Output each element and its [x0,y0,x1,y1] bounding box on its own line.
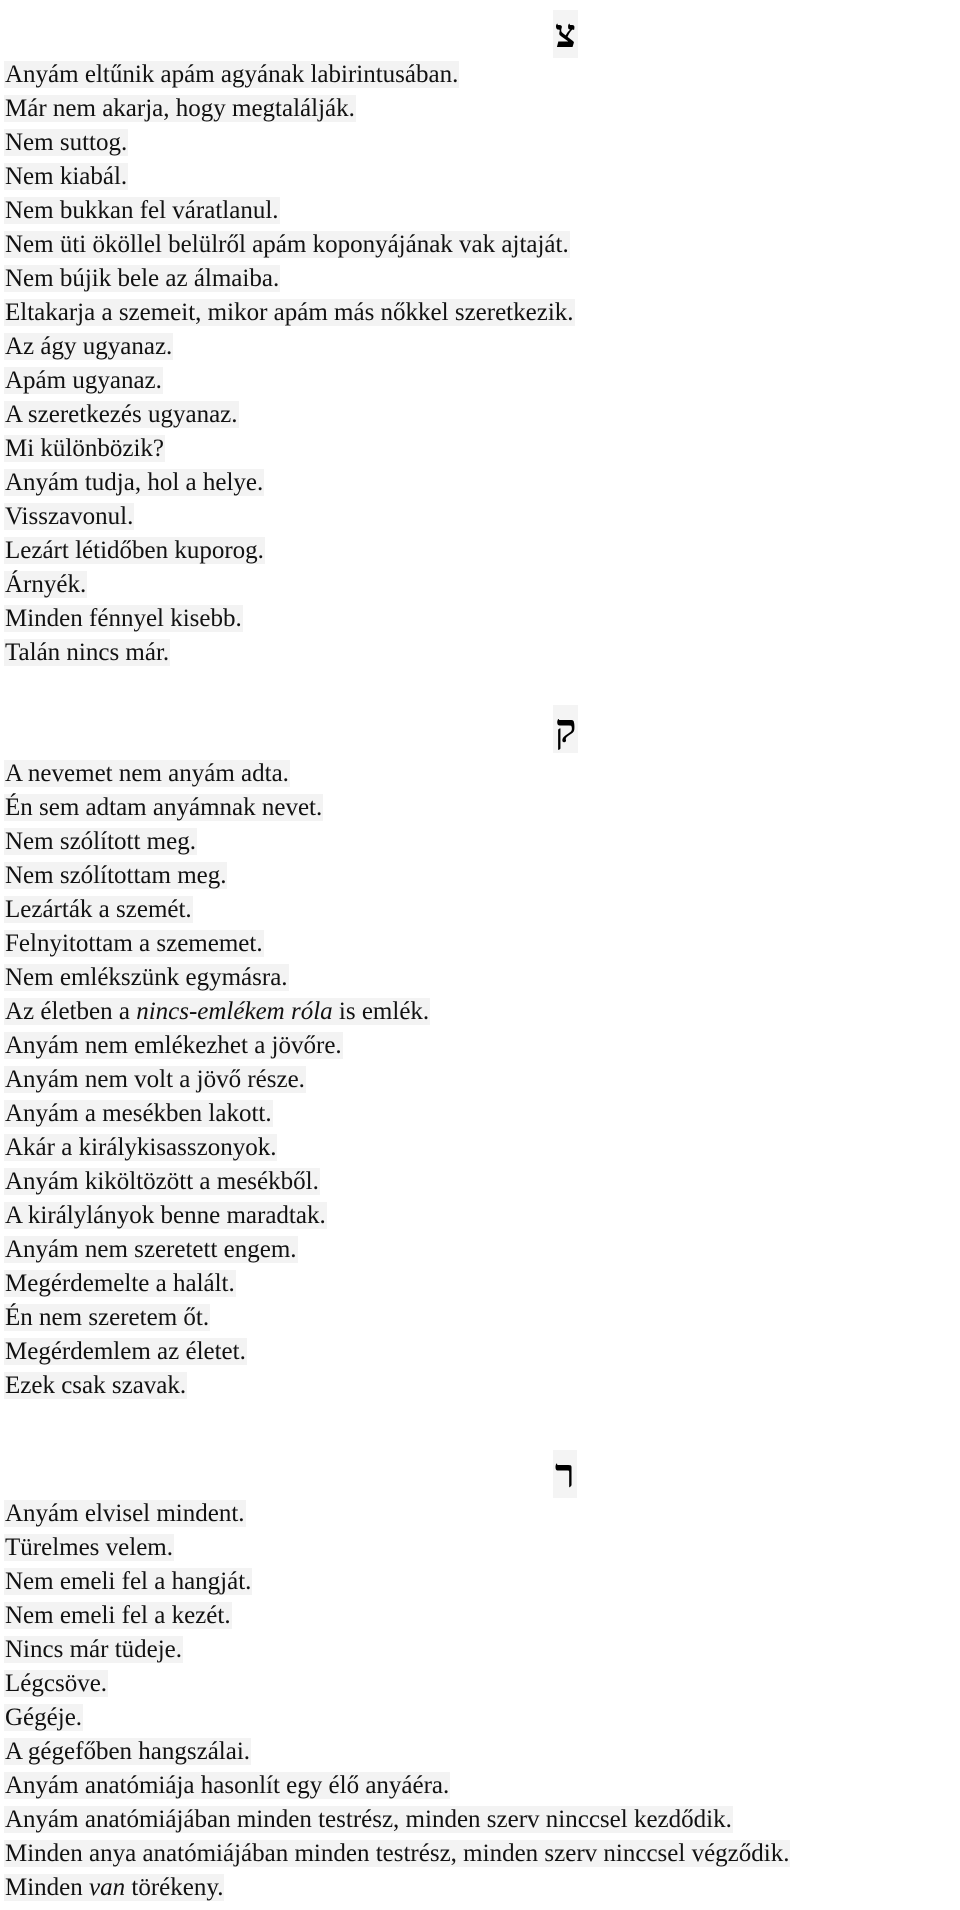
line-pre: Az életben a [5,998,137,1025]
poem-line: Minden anya anatómiájában minden testrész, minden szerv ninccsel végződik. [5,1840,790,1867]
poem-line: Nem emeli fel a kezét. [5,1602,231,1629]
poem-line: Minden fénnyel kisebb. [5,605,242,632]
poem-line: Anyám anatómiája hasonlít egy élő anyáéra. [5,1772,450,1799]
poem-line: A nevemet nem anyám adta. [5,760,289,787]
stanza-1 [4,58,956,670]
hebrew-letter-qof: ק [555,705,577,752]
poem-line: A szeretkezés ugyanaz. [5,401,238,428]
poem-line: A gégefőben hangszálai. [5,1738,251,1765]
poem-line: Nem szólított meg. [5,828,196,855]
line-italic: van [89,1874,126,1901]
poem-line: Eltakarja a szemeit, mikor apám más nőkkel szeretkezik. [5,299,574,326]
poem-line: Árnyék. [5,571,87,598]
poem-line: Akár a királykisasszonyok. [5,1134,277,1161]
poem-line: Én nem szeretem őt. [5,1304,210,1331]
poem-line: Anyám elvisel mindent. [5,1500,245,1527]
poem-line: Anyám eltűnik apám agyának labirintusában. [5,61,459,88]
poem-line: Én sem adtam anyámnak nevet. [5,794,323,821]
line-post: is emlék. [332,998,430,1025]
line-post: törékeny. [125,1874,224,1901]
poem-line: Anyám nem szeretett engem. [5,1236,297,1263]
line-pre: Minden [5,1874,90,1901]
poem-line: Türelmes velem. [5,1534,173,1561]
poem-line: Lezárták a szemét. [5,896,192,923]
poem-line: Anyám a mesékben lakott. [5,1100,272,1127]
poem-line: Nem bukkan fel váratlanul. [5,197,279,224]
poem-line: Nem emlékszünk egymásra. [5,964,288,991]
poem-line: Talán nincs már. [5,639,170,666]
line-italic: nincs-emlékem róla [136,998,333,1025]
poem-line: Nem üti ököllel belülről apám koponyájának vak ajtaját. [5,231,569,258]
poem-line: Nincs már tüdeje. [5,1636,183,1663]
poem-line: Anyám kiköltözött a mesékből. [5,1168,319,1195]
poem-line: Nem kiabál. [5,163,128,190]
poem-line: Anyám nem emlékezhet a jövőre. [5,1032,342,1059]
poem-line-italic-mixed [4,995,956,1029]
poem-line: Apám ugyanaz. [5,367,162,394]
hebrew-letter-resh: ר [555,1450,575,1497]
poem-line-italic-mixed [4,1871,956,1905]
poem-line: Az ágy ugyanaz. [5,333,173,360]
poem-line: Nem emeli fel a hangját. [5,1568,252,1595]
poem-line: Lezárt létidőben kuporog. [5,537,264,564]
poem-line: Nem szólítottam meg. [5,862,227,889]
poem-line: Gégéje. [5,1704,83,1731]
poem-line: Nem suttog. [5,129,128,156]
poem-line: A királylányok benne maradtak. [5,1202,326,1229]
poem-line: Megérdemelte a halált. [5,1270,235,1297]
poem-line: Anyám nem volt a jövő része. [5,1066,305,1093]
poem-line: Nem bújik bele az álmaiba. [5,265,280,292]
poem-line: Megérdemlem az életet. [5,1338,246,1365]
poem-line: Anyám tudja, hol a helye. [5,469,264,496]
poem-line: Anyám anatómiájában minden testrész, minden szerv ninccsel kezdődik. [5,1806,732,1833]
poem-line: Visszavonul. [5,503,134,530]
poem-line: Már nem akarja, hogy megtalálják. [5,95,355,122]
poem-line: Légcsöve. [5,1670,108,1697]
stanza-3 [4,1497,956,1905]
stanza-2 [4,757,956,1403]
poem-line: Mi különbözik? [5,435,165,462]
poem-line: Felnyitottam a szememet. [5,930,263,957]
hebrew-letter-tsadi: צ [555,10,576,57]
poem-line: Ezek csak szavak. [5,1372,187,1399]
